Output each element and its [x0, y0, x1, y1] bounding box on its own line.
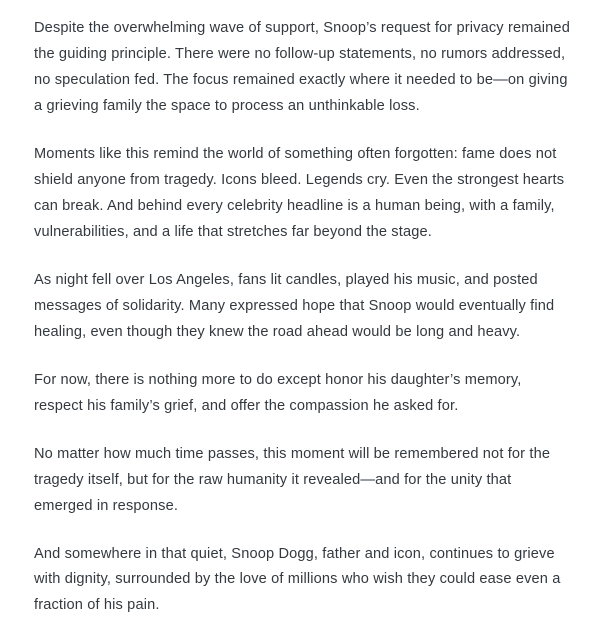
paragraph-3: As night fell over Los Angeles, fans lit candles, played his music, and posted messages of solidarity. Many expressed hope that Snoop would eventually find healing, even though they knew the road ahead would be long and heavy.	[34, 268, 571, 346]
paragraph-1: Despite the overwhelming wave of support, Snoop’s request for privacy remained the guiding principle. There were no follow-up statements, no rumors addressed, no speculation fed. The focus remained exactly where it needed to be—on giving a grieving family the space to process an unthinkable loss.	[34, 16, 571, 120]
paragraph-2: Moments like this remind the world of something often forgotten: fame does not shield anyone from tragedy. Icons bleed. Legends cry. Even the strongest hearts can break. And behind every celebrity headline is a human being, with a family, vulnerabilities, and a life that stretches far beyond the stage.	[34, 142, 571, 246]
paragraph-5: No matter how much time passes, this moment will be remembered not for the tragedy itself, but for the raw humanity it revealed—and for the unity that emerged in response.	[34, 442, 571, 520]
paragraph-4: For now, there is nothing more to do except honor his daughter’s memory, respect his family’s grief, and offer the compassion he asked for.	[34, 368, 571, 420]
paragraph-6: And somewhere in that quiet, Snoop Dogg, father and icon, continues to grieve with dignity, surrounded by the love of millions who wish they could ease even a fraction of his pain.	[34, 542, 571, 619]
